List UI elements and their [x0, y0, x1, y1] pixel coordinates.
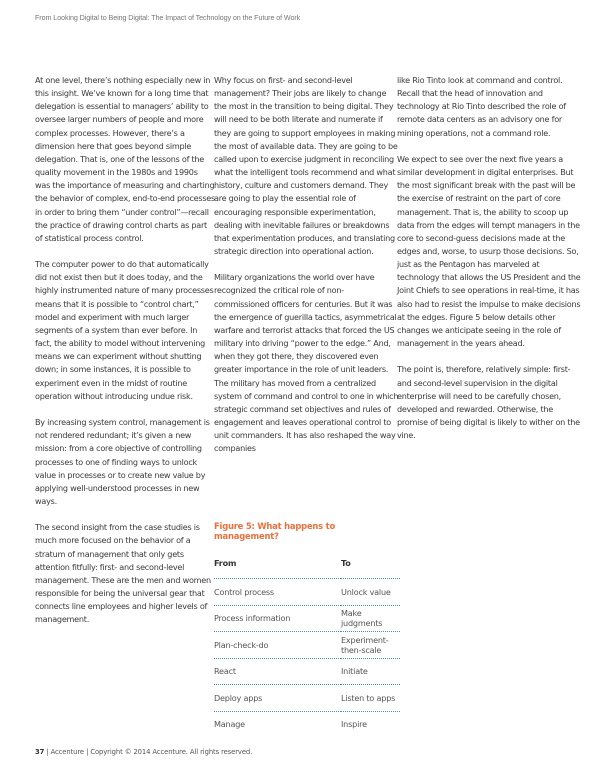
- paragraph: By increasing system control, management is not rendered redundant; it’s given a new mission: from a core objective of controlling processes to one of finding ways to unlock value in processes or to create new value by applying well-understood processes in new ways.: [35, 417, 210, 506]
- paragraph: like Rio Tinto look at command and control. Recall that the head of innovation and technology at Rio Tinto described the role of remote data centers as an advisory one for mining operations, not a command role.: [397, 75, 566, 138]
- to-cell: Make judgments: [341, 608, 383, 629]
- table-row: [214, 711, 400, 737]
- column-header-from: From: [214, 558, 237, 568]
- from-cell: Process information: [214, 613, 291, 624]
- to-cell: Listen to apps: [341, 692, 396, 703]
- from-cell: Deploy apps: [214, 692, 263, 703]
- table-row: [214, 658, 400, 685]
- table-header-row: [214, 555, 400, 579]
- table-row: [214, 605, 400, 632]
- paragraph: Why focus on first- and second-level management? Their jobs are likely to change the most in the transition to being digital. They will need to be both literate and numerate if they are going to support employees in making the most of available data. They are going to be called upon to exercise judgment in reconciling what the intelligent tools recommend and what history, culture and customers demand. They are going to play the essential role of encouraging responsible experimentation, dealing with inevitable failures or breakdowns that experimentation produces, and translating strategic direction into operational action.: [214, 75, 398, 257]
- text-column-3: [397, 74, 582, 455]
- footer-separator: |: [46, 748, 49, 756]
- page-number: 37: [35, 748, 45, 756]
- text-column-2: [214, 74, 399, 469]
- running-header: From Looking Digital to Being Digital: The Impact of Technology on the Future of Work: [35, 13, 301, 22]
- to-cell: Initiate: [341, 666, 368, 677]
- to-cell: Experiment-then-scale: [341, 634, 389, 655]
- paragraph: The computer power to do that automatically did not exist then but it does today, and the highly instrumented nature of many processes means that it is possible to “control chart,” model and experiment with much larger segments of a system than ever before. In fact, the ability to model without intervening means we can experiment without shutting down; in some instances, it is possible to experiment even in the midst of routine operation without introducing undue risk.: [35, 259, 214, 401]
- footer-separator: |: [86, 748, 89, 756]
- to-cell: Inspire: [341, 719, 367, 730]
- from-cell: Plan-check-do: [214, 639, 269, 650]
- to-cell: Unlock value: [341, 586, 391, 597]
- paragraph: At one level, there’s nothing especially new in this insight. We’ve known for a long time that delegation is essential to managers’ ability to oversee larger numbers of people and more complex processes. However, there’s a dimension here that goes beyond simple delegation. That is, one of the lessons of the quality movement in the 1980s and 1990s was the importance of measuring and charting the behavior of complex, end-to-end processes in order to bring them “under control”—recall the practice of drawing control charts as part of statistical process control.: [35, 75, 216, 243]
- paragraph: We expect to see over the next five years a similar development in digital enterprises. But the most significant break with the past will be the exercise of restraint on the part of core management. That is, the ability to scoop up data from the edges will tempt managers in the core to second-guess decisions made at the edges and, worse, to usurp those decisions. So, just as the Pentagon has marveled at technology that allows the US President and the Joint Chiefs to see operations in real-time, it has also had to resist the impulse to make decisions at the edges. Figure 5 below details other changes we anticipate seeing in the role of management in the years ahead.: [397, 153, 581, 349]
- footer-copyright: Copyright © 2014 Accenture. All rights reserved.: [90, 748, 253, 756]
- paragraph: The second insight from the case studies is much more focused on the behavior of a stratum of management that only gets attention fitfully: first- and second-level management. These are the men and women responsible for being the universal gear that connects line employees and higher levels of management.: [35, 522, 211, 625]
- page-footer: [35, 748, 252, 756]
- table-row: [214, 579, 400, 606]
- from-cell: Control process: [214, 586, 274, 597]
- footer-company: Accenture: [50, 748, 84, 756]
- column-header-to: To: [341, 558, 351, 568]
- paragraph: The point is, therefore, relatively simple: first- and second-level supervision in the digital enterprise will need to be carefully chosen, developed and rewarded. Otherwise, the promise of being digital is likely to wither on the vine.: [397, 364, 580, 441]
- paragraph: Military organizations the world over have recognized the critical role of non-commissioned officers for centuries. But it was the emergence of guerilla tactics, asymmetrical warfare and terrorist attacks that forced the US military into driving “power to the edge.” And, when they got there, they discovered even greater importance in the role of unit leaders. The military has moved from a centralized system of command and control to one in which strategic command set objectives and rules of engagement and leaves operational control to unit commanders. It has also reshaped the way companies: [214, 272, 399, 454]
- from-cell: React: [214, 666, 236, 677]
- from-cell: Manage: [214, 719, 245, 730]
- table-row: [214, 685, 400, 712]
- figure-5: [214, 521, 400, 737]
- table-row: [214, 632, 400, 659]
- text-column-1: [35, 74, 215, 640]
- figure-title: Figure 5: What happens to management?: [214, 521, 336, 541]
- figure-table: [214, 555, 400, 737]
